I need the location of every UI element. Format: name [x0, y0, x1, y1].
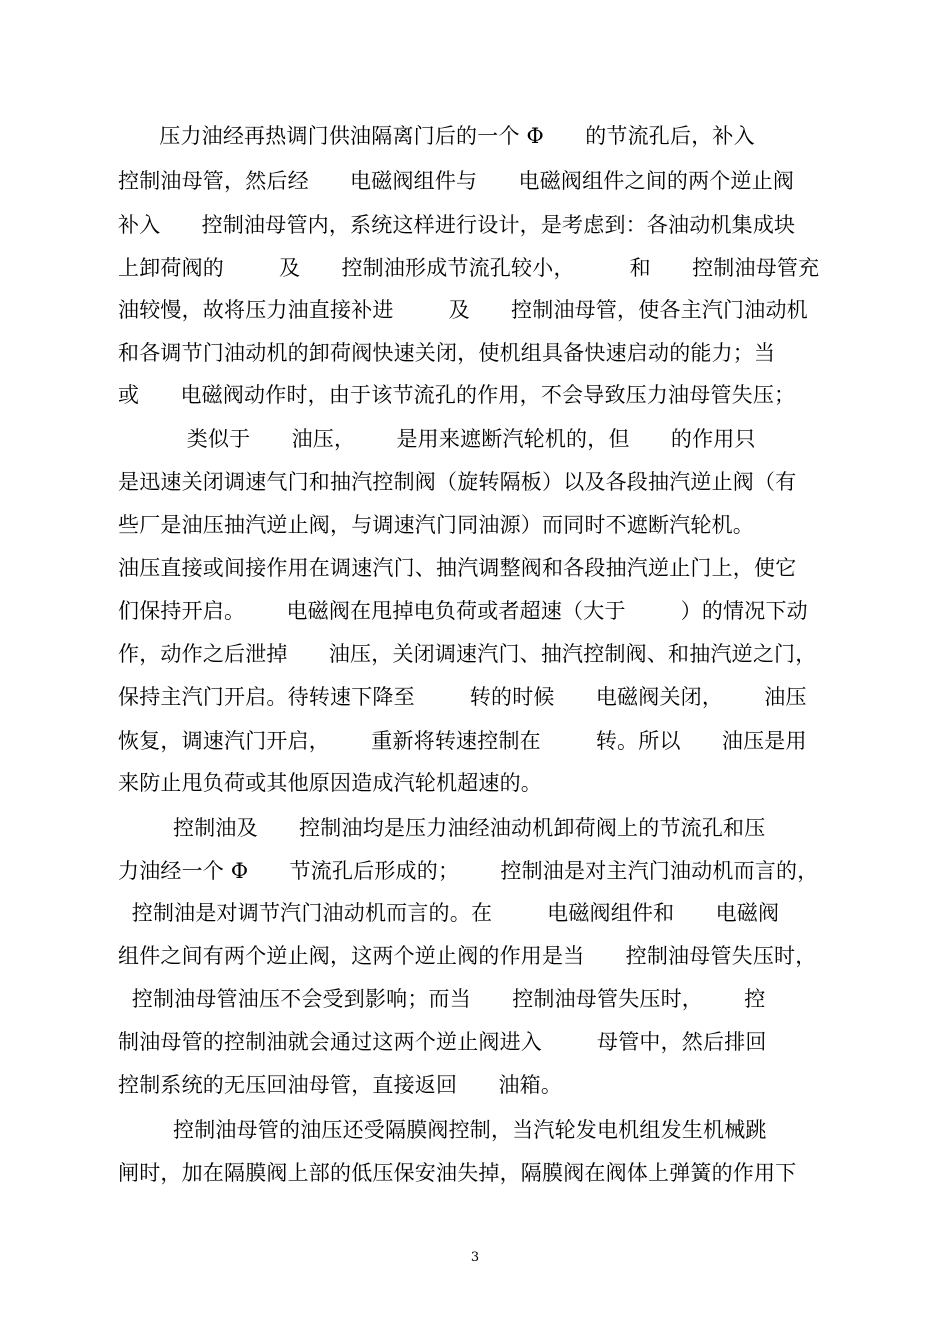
text-line: 控制油及 控制油均是压力油经油动机卸荷阀上的节流孔和压 — [118, 816, 766, 840]
text-line: 控制油母管的油压还受隔膜阀控制，当汽轮发电机组发生机械跳 — [118, 1118, 767, 1142]
text-line: 压力油经再热调门供油隔离门后的一个 Φ 的节流孔后，补入 — [118, 124, 755, 148]
text-line: 们保持开启。 电磁阀在甩掉电负荷或者超速（大于 ）的情况下动 — [118, 599, 808, 623]
text-line: 闸时，加在隔膜阀上部的低压保安油失掉，隔膜阀在阀体上弹簧的作用下 — [118, 1161, 797, 1185]
text-line: 控制油是对调节汽门油动机而言的。在 电磁阀组件和 电磁阀 — [118, 901, 780, 925]
text-line: 组件之间有两个逆止阀，这两个逆止阀的作用是当 控制油母管失压时， — [118, 944, 817, 968]
text-line: 力油经一个 Φ 节流孔后形成的； 控制油是对主汽门油动机而言的， — [118, 859, 819, 883]
text-line: 保持主汽门开启。待转速下降至 转的时候 电磁阀关闭， 油压 — [118, 685, 807, 709]
text-line: 恢复，调速汽门开启， 重新将转速控制在 转。所以 油压是用 — [118, 729, 807, 753]
text-line: 制油母管的控制油就会通过这两个逆止阀进入 母管中，然后排回 — [118, 1030, 767, 1054]
text-line: 和各调节门油动机的卸荷阀快速关闭，使机组具备快速启动的能力；当 — [118, 341, 776, 365]
text-line: 上卸荷阀的 及 控制油形成节流孔较小， 和 控制油母管充 — [118, 256, 820, 280]
text-line: 些厂是油压抽汽逆止阀，与调速汽门同油源）而同时不遮断汽轮机。 — [118, 513, 754, 537]
text-line: 控制油母管油压不会受到影响；而当 控制油母管失压时， 控 — [118, 987, 766, 1011]
text-line: 或 电磁阀动作时，由于该节流孔的作用，不会导致压力油母管失压； — [118, 383, 796, 407]
text-line: 油较慢，故将压力油直接补进 及 控制油母管，使各主汽门油动机 — [118, 298, 808, 322]
text-line: 补入 控制油母管内，系统这样进行设计，是考虑到：各油动机集成块 — [118, 213, 796, 237]
text-line: 控制系统的无压回油母管，直接返回 油箱。 — [118, 1073, 563, 1097]
text-line: 来防止甩负荷或其他原因造成汽轮机超速的。 — [118, 771, 542, 795]
text-line: 作，动作之后泄掉 油压，关闭调速汽门、抽汽控制阀、和抽汽逆之门， — [118, 642, 817, 666]
text-line: 是迅速关闭调速气门和抽汽控制阀（旋转隔板）以及各段抽汽逆止阀（有 — [118, 470, 797, 494]
text-line: 油压直接或间接作用在调速汽门、抽汽调整阀和各段抽汽逆止门上，使它 — [118, 556, 797, 580]
text-line: 控制油母管，然后经 电磁阀组件与 电磁阀组件之间的两个逆止阀 — [118, 169, 795, 193]
text-line: 类似于 油压， 是用来遮断汽轮机的，但 的作用只 — [118, 427, 756, 451]
page-number: 3 — [470, 1250, 480, 1265]
